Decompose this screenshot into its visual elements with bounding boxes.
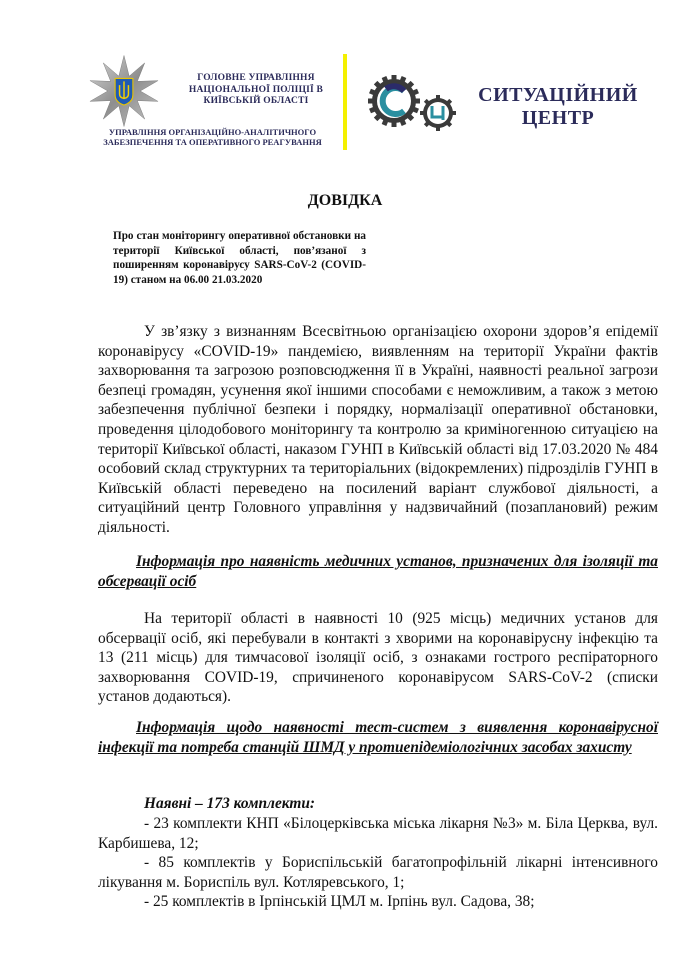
document-title: ДОВІДКА	[307, 192, 383, 209]
list-item-text: - 23 комплекти КНП «Білоцерківська міська лікарня №3» м. Біла Церква, вул. Карбишева, 12;	[98, 815, 658, 852]
document-subject: Про стан моніторингу оперативної обстановки на території Київської області, пов’язаної з поширенням коронавірусу SARS-CoV-2 (COVID-19) станом на 06.00 21.03.2020	[113, 230, 366, 286]
section-heading-text: Інформація про наявність медичних установ, призначених для ізоляції та обсервації осіб	[98, 553, 658, 590]
section-heading-medical-facilities	[98, 552, 658, 591]
situation-center-title-line: СИТУАЦІЙНИЙ	[478, 84, 638, 106]
situation-center-title	[478, 84, 638, 130]
medical-facilities-text: На території області в наявності 10 (925 місць) медичних установ для обсервації осіб, які перебували в контакті з хворими на коронавірусну інфекцію та 13 (211 місць) для тимчасової ізоляції осіб, з ознаками гострого респіраторного захворювання COVID-19, спричиненого коронавірусом SARS-CoV-2 (списки установ додаються).	[98, 610, 658, 706]
org-name-line: ГОЛОВНЕ УПРАВЛІННЯ	[197, 73, 315, 83]
list-item-text: - 25 комплектів в Ірпінській ЦМЛ м. Ірпінь вул. Садова, 38;	[144, 893, 535, 910]
police-header-block	[85, 52, 335, 152]
org-department-line: ЗАБЕЗПЕЧЕННЯ ТА ОПЕРАТИВНОГО РЕАГУВАННЯ	[103, 137, 322, 147]
situation-center-title-line: ЦЕНТР	[521, 107, 595, 129]
list-item	[98, 853, 658, 892]
list-item	[98, 892, 658, 912]
medical-facilities-paragraph	[98, 609, 658, 707]
org-department-line: УПРАВЛІННЯ ОРГАНІЗАЦІЙНО-АНАЛІТИЧНОГО	[108, 127, 317, 137]
org-name-line: НАЦІОНАЛЬНОЇ ПОЛІЦІЇ В	[188, 84, 324, 95]
list-item-text: - 85 комплектів у Бориспільській багатопрофільній лікарні інтенсивного лікування м. Бориспіль вул. Котляревського, 1;	[98, 854, 658, 891]
intro-paragraph-text: У зв’язку з визнанням Всесвітньою організацією охорони здоров’я епідемії коронавірусу «COVID-19» пандемією, виявленням на території України фактів захворювання та загрозою розповсюдження її в Україні, наявності реальної загрози безпеці громадян, усунення якої іншими способами є неможливим, а також з метою забезпечення публічної безпеки і порядку, нормалізації оперативної обстановки, проведення цілодобового моніторингу та контролю за криміногенною ситуацією на території Київської області, наказом ГУНП в Київській області від 17.03.2020 № 484 особовий склад структурних та територіальних (відокремлених) підрозділів ГУНП в Київській області переведено на посилений варіант службової діяльності, а ситуаційний центр Головного управління у надзвичайний (позаплановий) режим діяльності.	[98, 323, 658, 536]
situation-center-gears-logo-icon	[366, 73, 466, 133]
org-name	[181, 73, 331, 108]
list-item	[98, 814, 658, 853]
available-kits-subheading: Наявні – 173 комплекти:	[144, 795, 316, 812]
header-divider	[343, 54, 347, 150]
org-department	[85, 127, 340, 147]
section-heading-test-systems	[98, 718, 658, 757]
intro-paragraph	[98, 322, 658, 538]
org-name-line: КИЇВСЬКІЙ ОБЛАСТІ	[203, 96, 309, 106]
section-heading-text: Інформація щодо наявності тест-систем з виявлення коронавірусної інфекції та потреба станцій ШМД у протиепідеміологічних засобах захисту	[98, 719, 658, 756]
police-star-emblem-icon	[87, 54, 161, 128]
